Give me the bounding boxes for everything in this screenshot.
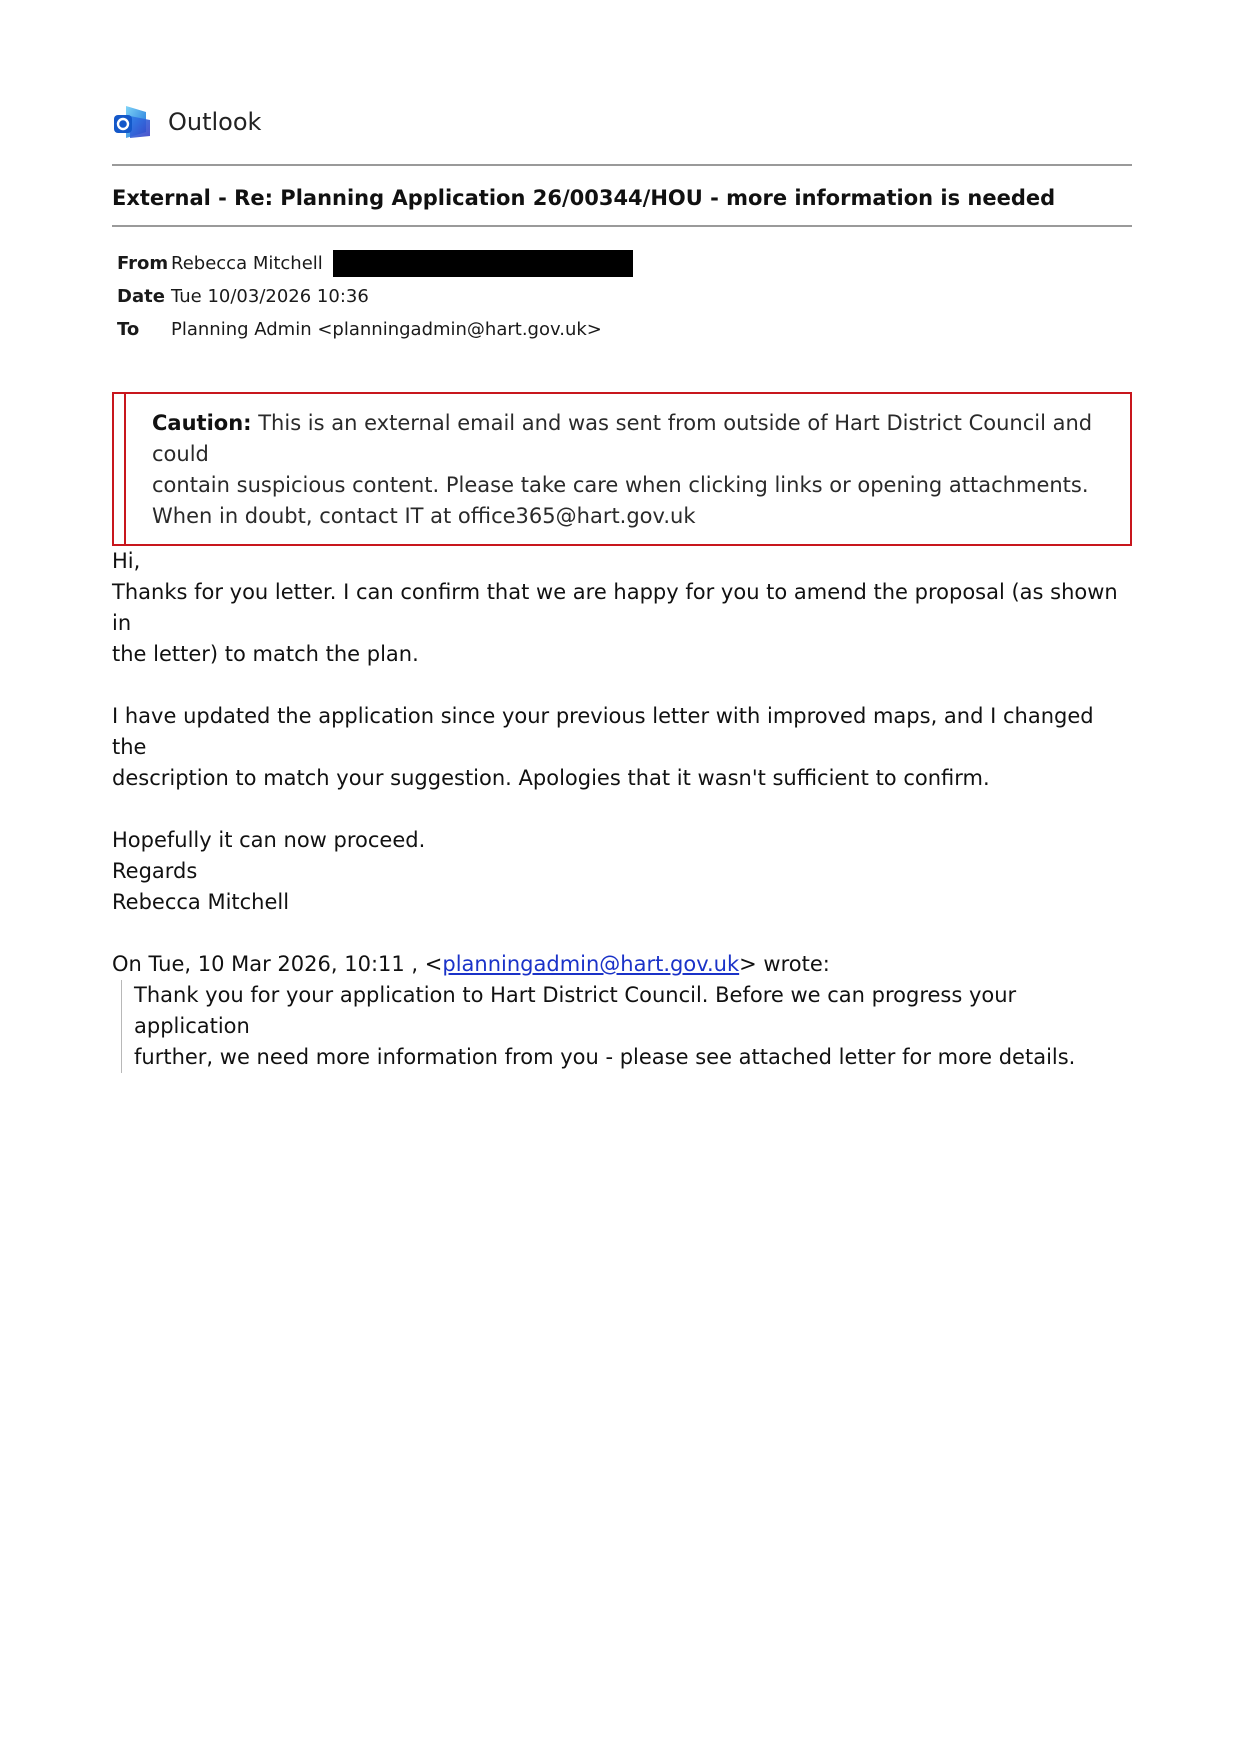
sender-email-link[interactable]: planningadmin@hart.gov.uk [442, 952, 740, 976]
date-row [112, 280, 1132, 313]
from-value: Rebecca Mitchell [171, 253, 323, 274]
closing-line: Hopefully it can now proceed. [112, 828, 426, 852]
quoted-line: Thank you for your application to Hart District Council. Before we can progress your application [134, 983, 1017, 1038]
body-line: I have updated the application since your previous letter with improved maps, and I changed the [112, 704, 1094, 759]
quoted-message [121, 980, 1132, 1073]
to-row [112, 313, 1132, 346]
quote-intro-prefix: On Tue, 10 Mar 2026, 10:11 , < [112, 952, 443, 976]
to-value: Planning Admin <planningadmin@hart.gov.uk> [171, 319, 602, 340]
caution-label: Caution: [152, 411, 252, 435]
from-label: From [117, 253, 169, 274]
caution-line: When in doubt, contact IT at office365@hart.gov.uk [152, 504, 696, 528]
quoted-line: further, we need more information from you - please see attached letter for more details. [134, 1045, 1076, 1069]
divider [112, 225, 1132, 227]
date-value: Tue 10/03/2026 10:36 [171, 286, 369, 307]
body-line: Thanks for you letter. I can confirm that we are happy for you to amend the proposal (as shown in [112, 580, 1118, 635]
quote-intro-suffix: > wrote: [739, 952, 830, 976]
signature: Rebecca Mitchell [112, 890, 290, 914]
greeting: Hi, [112, 549, 141, 573]
email-subject: External - Re: Planning Application 26/00344/HOU - more information is needed [112, 186, 1056, 210]
from-row [112, 247, 1132, 280]
date-label: Date [117, 286, 165, 307]
email-printout [112, 100, 1132, 1073]
quote-intro [112, 949, 1132, 980]
body-line: the letter) to match the plan. [112, 642, 419, 666]
to-label: To [117, 319, 140, 340]
outlook-logo-icon [112, 102, 152, 142]
caution-line: contain suspicious content. Please take care when clicking links or opening attachments. [152, 473, 1089, 497]
outlook-brand [112, 100, 1132, 144]
caution-text: This is an external email and was sent from outside of Hart District Council and could [152, 411, 1093, 466]
redaction-block [333, 250, 633, 277]
external-caution-banner [112, 392, 1132, 546]
body-line: description to match your suggestion. Apologies that it wasn't sufficient to confirm. [112, 766, 990, 790]
caution-line [152, 408, 1120, 470]
email-body [112, 546, 1132, 1073]
email-headers [112, 247, 1132, 346]
closing-line: Regards [112, 859, 198, 883]
app-name: Outlook [168, 108, 262, 136]
